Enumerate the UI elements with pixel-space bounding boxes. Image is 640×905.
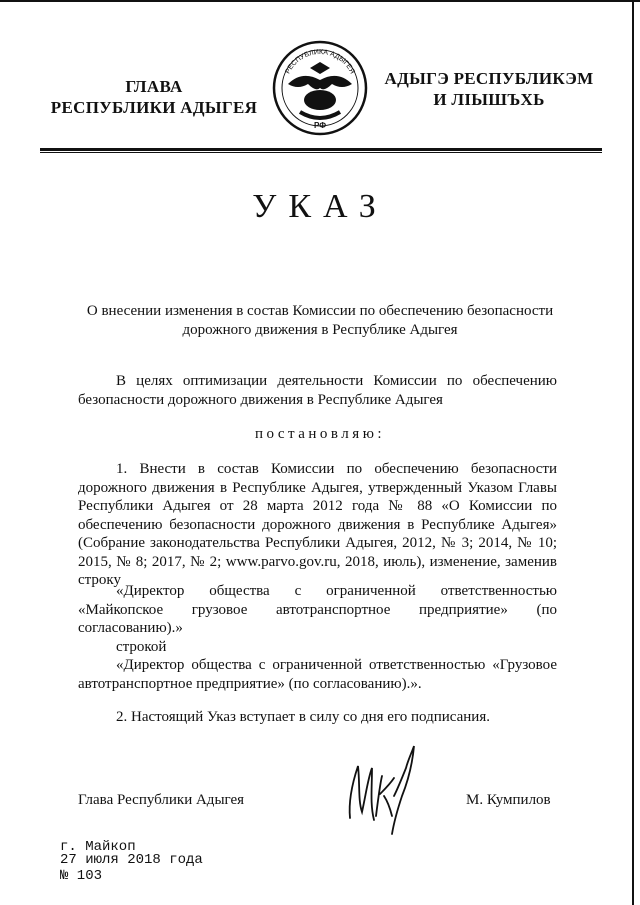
new-line-quote: «Директор общества с ограниченной ответственностью «Грузовое автотранспортное предприятие» (по согласованию).».: [78, 657, 557, 692]
emblem-text-top: РЕСПУБЛИКА АДЫГЕЯ: [284, 48, 356, 76]
header-divider: [40, 148, 602, 153]
emblem-text-bottom: РФ: [313, 121, 327, 130]
signatory-name: М. Кумпилов: [466, 792, 551, 808]
header-right-line2: И ЛІЫШЪХЬ: [433, 90, 545, 109]
header-right: [383, 68, 595, 110]
replace-word: строкой: [116, 639, 167, 655]
document-title: УКАЗ: [252, 188, 388, 225]
document-subject: [80, 302, 560, 340]
decree-number: № 103: [60, 868, 103, 884]
item-2-paragraph: 2. Настоящий Указ вступает в силу со дня его подписания.: [116, 709, 490, 725]
header-left: [48, 76, 260, 118]
item-1-paragraph: 1. Внести в состав Комиссии по обеспечению безопасности дорожного движения в Республике Адыгея, утвержденный Указом Главы Республики Адыгея от 28 марта 2012 года № 88 «О Комиссии по обеспечению безопасности дорожного движения в Республике Адыгея» (Собрание законодательства Республики Адыгея, 2012, № 3; 2014, № 10; 2015, № 8; 2017, № 2; www.parvo.gov.ru, 2018, июль), изменение, заменив строку: [78, 461, 557, 588]
date-of-signing: 27 июля 2018 года: [60, 852, 203, 868]
subject-line1: О внесении изменения в состав Комиссии по обеспечению безопасности: [86, 303, 554, 319]
coat-of-arms-emblem: [272, 40, 368, 136]
header-right-line1: АДЫГЭ РЕСПУБЛИКЭМ: [384, 69, 594, 88]
header-left-line2: РЕСПУБЛИКИ АДЫГЕЯ: [50, 98, 258, 117]
header-left-line1: ГЛАВА: [125, 77, 183, 96]
place-of-signing: г. Майкоп: [60, 839, 136, 855]
subject-line2: дорожного движения в Республике Адыгея: [182, 322, 458, 338]
scan-edge-top: [0, 0, 640, 2]
old-line-quote: «Директор общества с ограниченной ответственностью «Майкопское грузовое автотранспортное предприятие» (по согласованию).»: [78, 583, 557, 636]
decree-word: постановляю:: [254, 426, 386, 442]
preamble-paragraph: В целях оптимизации деятельности Комиссии по обеспечению безопасности дорожного движения в Республике Адыгея: [78, 373, 557, 408]
scan-edge-right: [632, 0, 634, 905]
signatory-role: Глава Республики Адыгея: [78, 792, 245, 808]
handwritten-signature: [328, 738, 428, 838]
